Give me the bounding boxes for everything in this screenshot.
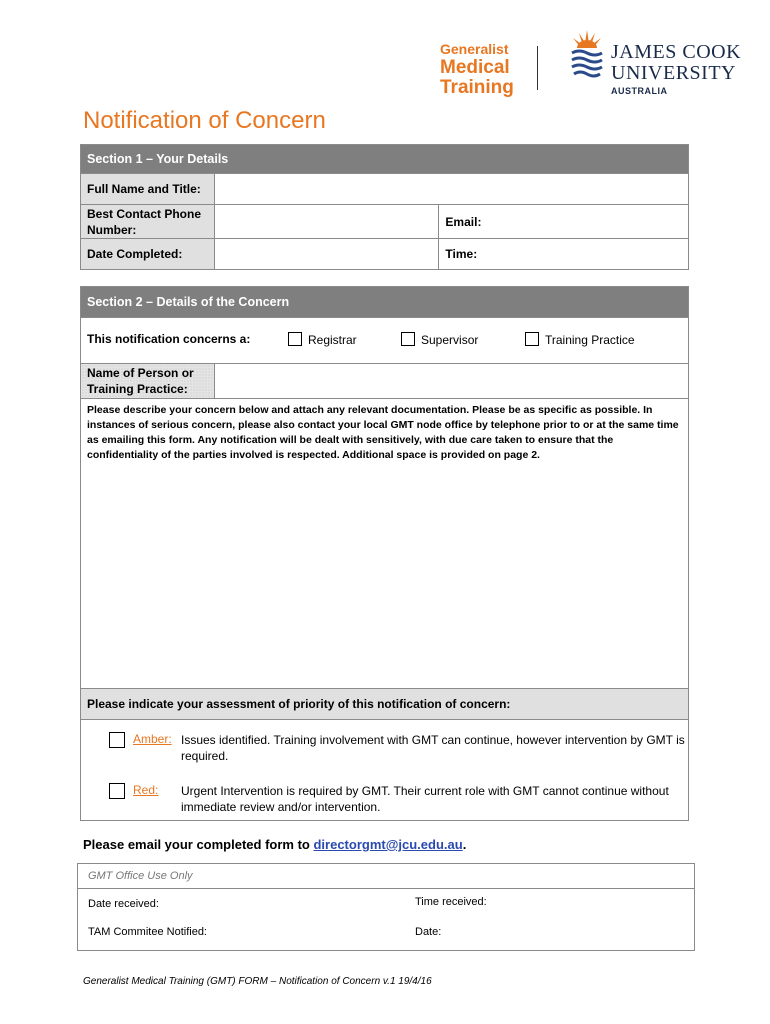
section-1-header: Section 1 – Your Details (81, 145, 689, 174)
phone-label: Best Contact Phone Number: (81, 205, 215, 239)
amber-checkbox[interactable] (109, 732, 125, 748)
supervisor-checkbox[interactable] (401, 332, 415, 346)
registrar-checkbox[interactable] (288, 332, 302, 346)
registrar-label: Registrar (308, 333, 357, 347)
priority-options (81, 720, 689, 821)
gmt-logo-line-2: Medical (440, 57, 510, 78)
training-practice-label: Training Practice (545, 333, 635, 347)
concerns-label: This notification concerns a: (87, 332, 251, 346)
section-1-table (80, 144, 689, 270)
tam-notified-label: TAM Commitee Notified: (88, 926, 207, 938)
email-instruction (83, 837, 466, 852)
concern-instructions: Please describe your concern below and attach any relevant documentation. Please be as specific as possible. In instances of serious concern, please also contact your local GMT node office by telephone prior to or at the same time as emailing this form. Any notification will be dealt with sensitively, with due care taken to ensure that the confidentiality of the parties involved is respected. Additional space is provided on page 2. (87, 404, 679, 461)
jcu-logo (611, 42, 741, 96)
option-training-practice[interactable] (525, 332, 635, 347)
time-received-label: Time received: (415, 896, 487, 908)
gmt-logo-line-1: Generalist (440, 41, 509, 57)
date-completed-field[interactable] (214, 239, 439, 270)
time-label: Time: (445, 247, 478, 261)
full-name-label: Full Name and Title: (81, 174, 215, 205)
office-use-box (77, 863, 695, 951)
email-prompt: Please email your completed form to (83, 837, 310, 852)
office-divider (78, 888, 694, 889)
office-use-header: GMT Office Use Only (88, 870, 193, 882)
logo-divider (537, 46, 538, 90)
gmt-logo (440, 42, 514, 97)
full-name-field[interactable] (214, 174, 688, 205)
red-text: Urgent Intervention is required by GMT. Their current role with GMT cannot continue without immediate review and/or intervention. (181, 784, 669, 814)
office-date-label: Date: (415, 926, 442, 938)
training-practice-checkbox[interactable] (525, 332, 539, 346)
gmt-logo-line-3: Training (440, 77, 514, 98)
jcu-logo-line-3: AUSTRALIA (611, 86, 668, 96)
person-name-label: Name of Person or Training Practice: (81, 364, 215, 399)
time-field[interactable] (439, 239, 689, 270)
red-checkbox[interactable] (109, 783, 125, 799)
priority-header: Please indicate your assessment of priority of this notification of concern: (81, 689, 689, 720)
email-field[interactable] (439, 205, 689, 239)
amber-label: Amber: (133, 732, 172, 746)
jcu-logo-line-1: JAMES COOK (611, 41, 742, 63)
section-2-header: Section 2 – Details of the Concern (81, 287, 689, 318)
page-footer: Generalist Medical Training (GMT) FORM – Notification of Concern v.1 19/4/16 (83, 976, 432, 987)
amber-text: Issues identified. Training involvement with GMT can continue, however intervention by GMT is required. (181, 733, 685, 763)
concern-description-area[interactable] (81, 399, 689, 689)
supervisor-label: Supervisor (421, 333, 479, 347)
concerns-row (81, 318, 689, 364)
jcu-emblem-icon (569, 28, 605, 80)
red-label: Red: (133, 783, 159, 797)
page-title: Notification of Concern (83, 107, 326, 134)
phone-field[interactable] (214, 205, 439, 239)
date-received-label: Date received: (88, 898, 159, 910)
email-end: . (462, 837, 467, 852)
date-completed-label: Date Completed: (81, 239, 215, 270)
jcu-logo-line-2: UNIVERSITY (611, 62, 736, 84)
person-name-field[interactable] (214, 364, 688, 399)
email-link[interactable]: directorgmt@jcu.edu.au (313, 837, 463, 852)
option-supervisor[interactable] (401, 332, 478, 347)
section-2-table (80, 286, 689, 821)
email-label: Email: (445, 214, 482, 229)
option-registrar[interactable] (288, 332, 357, 347)
